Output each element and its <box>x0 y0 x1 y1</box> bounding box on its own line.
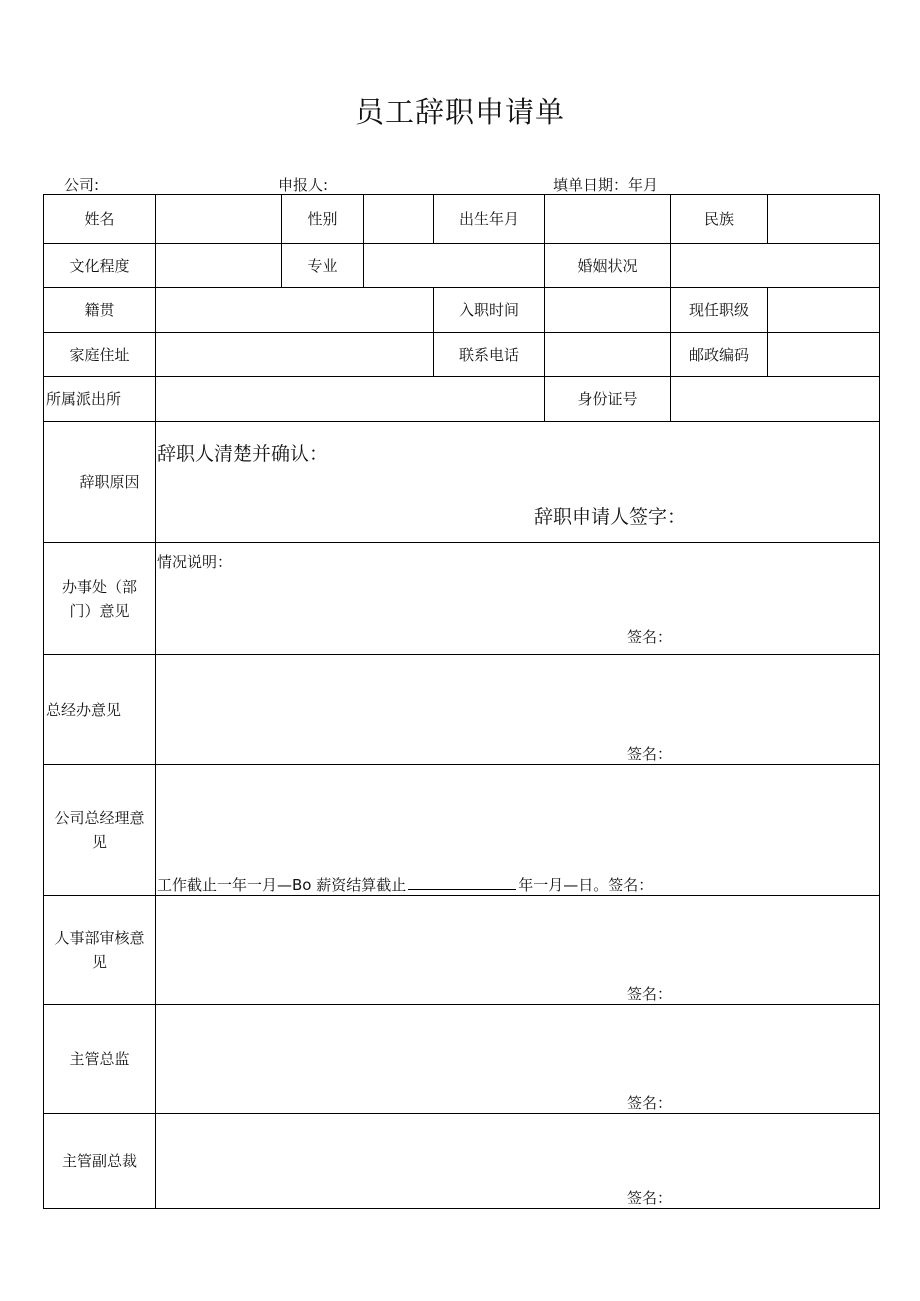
phone-field[interactable] <box>545 333 670 376</box>
label-vp: 主管副总裁 <box>61 1152 137 1170</box>
label-general-manager <box>44 765 155 895</box>
label-dept-line1: 办事处（部 <box>61 577 137 596</box>
label-police-station: 所属派出所 <box>46 390 122 408</box>
name-field[interactable] <box>156 195 281 243</box>
label-reason: 辞职原因 <box>79 473 140 491</box>
label-gm-office: 总经办意见 <box>46 700 122 719</box>
education-field[interactable] <box>156 244 281 287</box>
label-ethnicity: 民族 <box>703 210 734 228</box>
postcode-field[interactable] <box>768 333 879 376</box>
label-phone: 联系电话 <box>458 345 519 364</box>
label-dept-line2: 门）意见 <box>69 601 130 620</box>
row-line <box>43 654 880 655</box>
id-number-field[interactable] <box>671 377 879 421</box>
label-origin: 籍贯 <box>84 301 115 319</box>
hire-date-field[interactable] <box>545 288 670 332</box>
marital-field[interactable] <box>671 244 879 287</box>
salary-until-suffix: 年一月—日。签名： <box>518 876 654 894</box>
row-line <box>43 1113 880 1114</box>
director-sign-label: 签名： <box>627 1094 673 1112</box>
resign-confirm-text: 辞职人清楚并确认： <box>157 443 329 465</box>
label-current-rank: 现任职级 <box>688 301 749 319</box>
row-line <box>43 542 880 543</box>
hr-sign-label: 签名： <box>627 985 673 1003</box>
label-marital: 婚姻状况 <box>577 256 638 275</box>
birth-field[interactable] <box>545 195 670 243</box>
situation-note-label: 情况说明： <box>157 553 233 571</box>
label-gm-line2: 见 <box>91 833 107 851</box>
label-gender: 性别 <box>307 210 338 228</box>
work-until-line <box>157 874 653 895</box>
salary-date-blank[interactable] <box>408 875 516 890</box>
police-station-field[interactable] <box>156 377 544 421</box>
address-field[interactable] <box>156 333 433 376</box>
reason-field[interactable] <box>156 422 879 542</box>
label-hr-review <box>44 896 155 1004</box>
label-id-number: 身份证号 <box>577 390 638 408</box>
label-name: 姓名 <box>84 210 115 228</box>
gender-field[interactable] <box>364 195 433 243</box>
row-line <box>43 764 880 765</box>
label-hr-line1: 人事部审核意 <box>54 929 145 947</box>
dept-sign-label: 签名： <box>627 628 673 646</box>
origin-field[interactable] <box>156 288 433 332</box>
row-line <box>43 895 880 896</box>
label-major: 专业 <box>307 256 338 275</box>
label-dept-opinion <box>44 543 155 654</box>
major-field[interactable] <box>364 244 544 287</box>
current-rank-field[interactable] <box>768 288 879 332</box>
label-address: 家庭住址 <box>69 345 130 364</box>
row-line <box>43 1004 880 1005</box>
label-gm-line1: 公司总经理意 <box>54 809 145 827</box>
label-postcode: 邮政编码 <box>688 345 749 364</box>
company-label: 公司: <box>64 176 100 194</box>
label-hr-line2: 见 <box>91 953 107 971</box>
label-hire-date: 入职时间 <box>458 301 519 319</box>
col-line <box>879 194 880 1209</box>
label-education: 文化程度 <box>69 256 130 275</box>
row-line <box>43 1208 880 1209</box>
ethnicity-field[interactable] <box>768 195 879 243</box>
gm-office-sign-label: 签名： <box>627 745 673 763</box>
reporter-label: 申报人: <box>278 176 329 194</box>
label-director: 主管总监 <box>69 1050 130 1068</box>
resign-signature-label: 辞职申请人签字： <box>534 506 687 528</box>
vp-sign-label: 签名： <box>627 1189 673 1207</box>
fill-date-label: 填单日期：年月 <box>553 176 659 194</box>
work-until-text: 工作截止一年一月—Bo 薪资结算截止 <box>157 876 407 894</box>
label-birth: 出生年月 <box>458 210 519 228</box>
form-title: 员工辞职申请单 <box>354 95 565 129</box>
